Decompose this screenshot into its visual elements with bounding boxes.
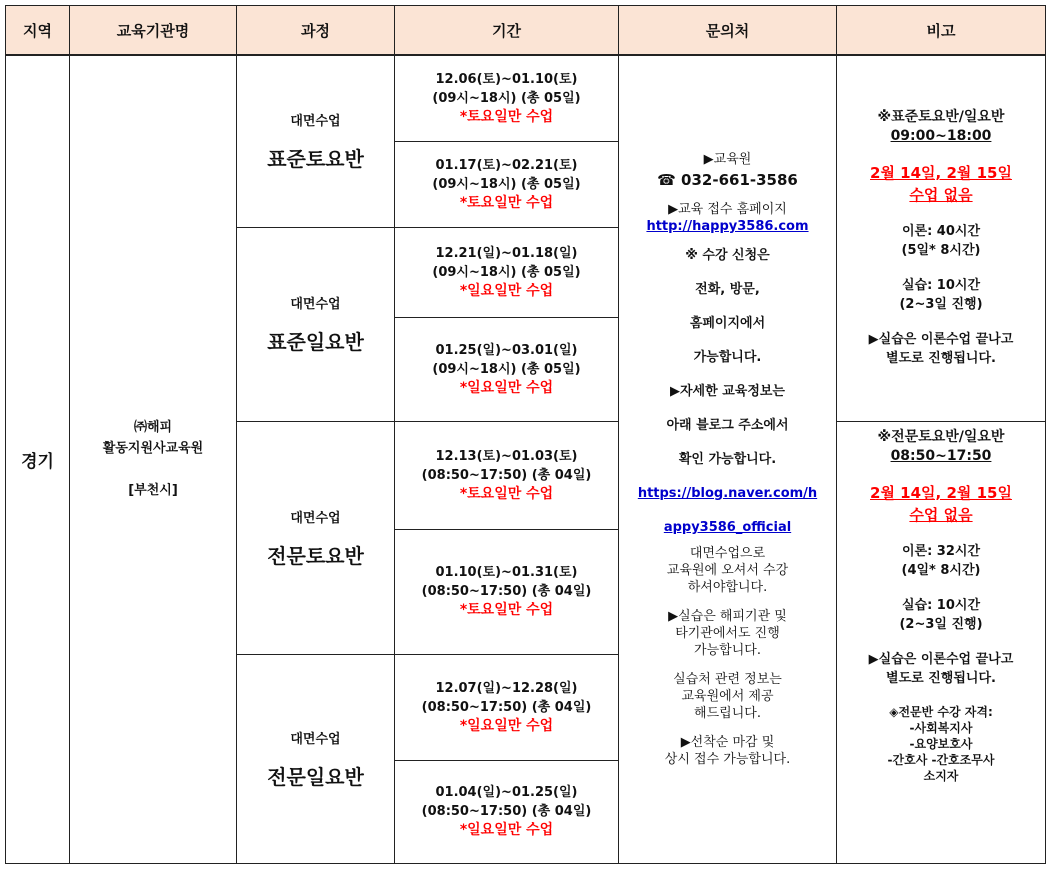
course-cell-standard-sun bbox=[237, 227, 395, 421]
header-contact: 문의처 bbox=[619, 6, 837, 56]
remarks-standard-time: 09:00~18:00 bbox=[890, 128, 992, 145]
institution-line2: 활동지원사교육원 bbox=[102, 441, 204, 457]
contact-face-3: 하셔야합니다. bbox=[687, 579, 768, 595]
period-detail: (08:50~17:50) (총 04일) bbox=[421, 584, 592, 599]
contact-cell bbox=[619, 55, 837, 863]
period-detail: (08:50~17:50) (총 04일) bbox=[421, 699, 592, 715]
contact-homepage-label: ▶교육 접수 홈페이지 bbox=[668, 201, 787, 217]
period-dates: 12.21(일)~01.18(일) bbox=[435, 245, 578, 261]
contact-practice-3: 가능합니다. bbox=[694, 642, 761, 658]
period-note: *일요일만 수업 bbox=[459, 379, 554, 396]
period-cell bbox=[395, 55, 619, 141]
remarks-standard-theory-2: (5일* 8시간) bbox=[901, 243, 981, 259]
period-detail: (09시~18시) (총 05일) bbox=[432, 361, 581, 377]
remarks-expert-practice-1: 실습: 10시간 bbox=[901, 597, 981, 613]
remarks-qual-title: ◈전문반 수강 자격: bbox=[889, 704, 993, 719]
contact-apply-1: ※ 수강 신청은 bbox=[685, 247, 770, 263]
remarks-expert-separate-1: ▶실습은 이론수업 끝나고 bbox=[868, 651, 1014, 667]
course-cell-expert-sat bbox=[237, 421, 395, 654]
remarks-standard-noclass-2: 수업 없음 bbox=[909, 186, 973, 205]
header-row bbox=[6, 6, 1046, 56]
contact-practice-info-1: 실습처 관련 정보는 bbox=[673, 671, 782, 687]
period-detail: (09시~18시) (총 05일) bbox=[432, 90, 581, 106]
schedule-table bbox=[5, 5, 1046, 864]
course-name: 표준토요반 bbox=[267, 147, 364, 172]
remarks-standard-separate-2: 별도로 진행됩니다. bbox=[886, 351, 996, 367]
remarks-standard-separate-1: ▶실습은 이론수업 끝나고 bbox=[868, 332, 1014, 348]
period-dates: 12.07(일)~12.28(일) bbox=[435, 680, 578, 696]
period-note: *일요일만 수업 bbox=[459, 717, 554, 734]
course-cell-expert-sun bbox=[237, 654, 395, 863]
contact-practice-2: 타기관에서도 진행 bbox=[675, 625, 780, 641]
period-note: *토요일만 수업 bbox=[459, 108, 554, 125]
contact-office: ▶교육원 bbox=[703, 151, 752, 167]
period-detail: (08:50~17:50) (총 04일) bbox=[421, 467, 592, 483]
remarks-standard-noclass-1: 2월 14일, 2월 15일 bbox=[870, 164, 1012, 183]
homepage-link[interactable]: http://happy3586.com bbox=[646, 218, 809, 234]
remarks-expert-noclass-2: 수업 없음 bbox=[909, 505, 973, 524]
institution-cell bbox=[70, 55, 237, 863]
contact-face-2: 교육원에 오셔서 수강 bbox=[666, 562, 789, 578]
contact-blog-3: 확인 가능합니다. bbox=[678, 451, 777, 467]
period-dates: 12.06(토)~01.10(토) bbox=[435, 71, 578, 87]
institution-location: [부천시] bbox=[128, 483, 178, 499]
course-name: 표준일요반 bbox=[267, 330, 364, 354]
period-cell bbox=[395, 421, 619, 529]
region-cell: 경기 bbox=[6, 55, 70, 863]
period-dates: 01.17(토)~02.21(토) bbox=[435, 157, 578, 173]
period-dates: 01.25(일)~03.01(일) bbox=[435, 342, 578, 358]
contact-blog-2: 아래 블로그 주소에서 bbox=[666, 417, 789, 433]
course-mode: 대면수업 bbox=[290, 297, 341, 312]
remarks-expert-noclass-1: 2월 14일, 2월 15일 bbox=[870, 483, 1012, 502]
remarks-qual-3: -간호사 -간호조무사 bbox=[887, 752, 995, 767]
contact-apply-4: 가능합니다. bbox=[693, 349, 762, 365]
institution-line1: ㈜해피 bbox=[133, 420, 173, 436]
table-row bbox=[6, 55, 1046, 141]
contact-apply-3: 홈페이지에서 bbox=[689, 315, 766, 331]
remarks-expert-theory-2: (4일* 8시간) bbox=[901, 562, 981, 578]
remarks-expert-practice-2: (2~3일 진행) bbox=[899, 616, 983, 632]
period-cell bbox=[395, 760, 619, 863]
remarks-qual-4: 소지자 bbox=[923, 768, 959, 783]
course-cell-standard-sat bbox=[237, 55, 395, 227]
course-mode: 대면수업 bbox=[290, 510, 341, 526]
course-name: 전문일요반 bbox=[267, 764, 364, 789]
remarks-expert-title: ※전문토요반/일요반 bbox=[877, 428, 1005, 445]
period-note: *일요일만 수업 bbox=[459, 822, 554, 838]
header-institution: 교육기관명 bbox=[70, 6, 237, 56]
period-dates: 01.04(일)~01.25(일) bbox=[435, 785, 578, 800]
period-note: *토요일만 수업 bbox=[459, 602, 554, 618]
period-cell bbox=[395, 141, 619, 227]
period-cell bbox=[395, 529, 619, 654]
remarks-expert-separate-2: 별도로 진행됩니다. bbox=[886, 670, 996, 686]
remarks-expert-theory-1: 이론: 32시간 bbox=[901, 543, 981, 559]
period-detail: (09시~18시) (총 05일) bbox=[432, 176, 581, 192]
contact-practice-info-2: 교육원에서 제공 bbox=[681, 688, 774, 704]
period-cell bbox=[395, 317, 619, 421]
remarks-standard-practice-1: 실습: 10시간 bbox=[901, 278, 981, 294]
blog-link-part1[interactable]: https://blog.naver.com/h bbox=[637, 485, 818, 501]
period-note: *토요일만 수업 bbox=[459, 194, 554, 211]
remarks-standard-practice-2: (2~3일 진행) bbox=[899, 297, 983, 313]
contact-practice-info-3: 해드립니다. bbox=[694, 705, 761, 721]
contact-phone: ☎ 032-661-3586 bbox=[657, 170, 798, 189]
contact-first-come-2: 상시 접수 가능합니다. bbox=[664, 751, 791, 767]
period-cell bbox=[395, 654, 619, 760]
period-cell bbox=[395, 227, 619, 317]
contact-blog-1: ▶자세한 교육정보는 bbox=[670, 383, 785, 399]
header-course: 과정 bbox=[237, 6, 395, 56]
contact-face-1: 대면수업으로 bbox=[689, 545, 766, 561]
period-dates: 01.10(토)~01.31(토) bbox=[435, 565, 578, 580]
period-note: *일요일만 수업 bbox=[459, 282, 554, 299]
header-period: 기간 bbox=[395, 6, 619, 56]
remarks-qual-1: -사회복지사 bbox=[909, 720, 973, 735]
course-mode: 대면수업 bbox=[290, 114, 341, 130]
period-detail: (08:50~17:50) (총 04일) bbox=[421, 804, 592, 819]
period-note: *토요일만 수업 bbox=[459, 485, 554, 502]
header-region: 지역 bbox=[6, 6, 70, 56]
period-detail: (09시~18시) (총 05일) bbox=[432, 264, 581, 280]
contact-first-come-1: ▶선착순 마감 및 bbox=[680, 734, 775, 750]
remarks-expert-cell bbox=[837, 421, 1046, 863]
course-mode: 대면수업 bbox=[290, 731, 341, 747]
contact-practice-1: ▶실습은 해피기관 및 bbox=[668, 608, 787, 624]
course-name: 전문토요반 bbox=[267, 543, 364, 568]
remarks-qual-2: -요양보호사 bbox=[909, 736, 973, 751]
contact-apply-2: 전화, 방문, bbox=[695, 281, 760, 297]
remarks-standard-title: ※표준토요반/일요반 bbox=[877, 109, 1005, 126]
period-dates: 12.13(토)~01.03(토) bbox=[435, 448, 578, 464]
remarks-expert-time: 08:50~17:50 bbox=[890, 447, 992, 464]
remarks-standard-theory-1: 이론: 40시간 bbox=[901, 224, 981, 240]
remarks-standard-cell bbox=[837, 55, 1046, 421]
blog-link-part2[interactable]: appy3586_official bbox=[663, 519, 792, 535]
header-remarks: 비고 bbox=[837, 6, 1046, 56]
